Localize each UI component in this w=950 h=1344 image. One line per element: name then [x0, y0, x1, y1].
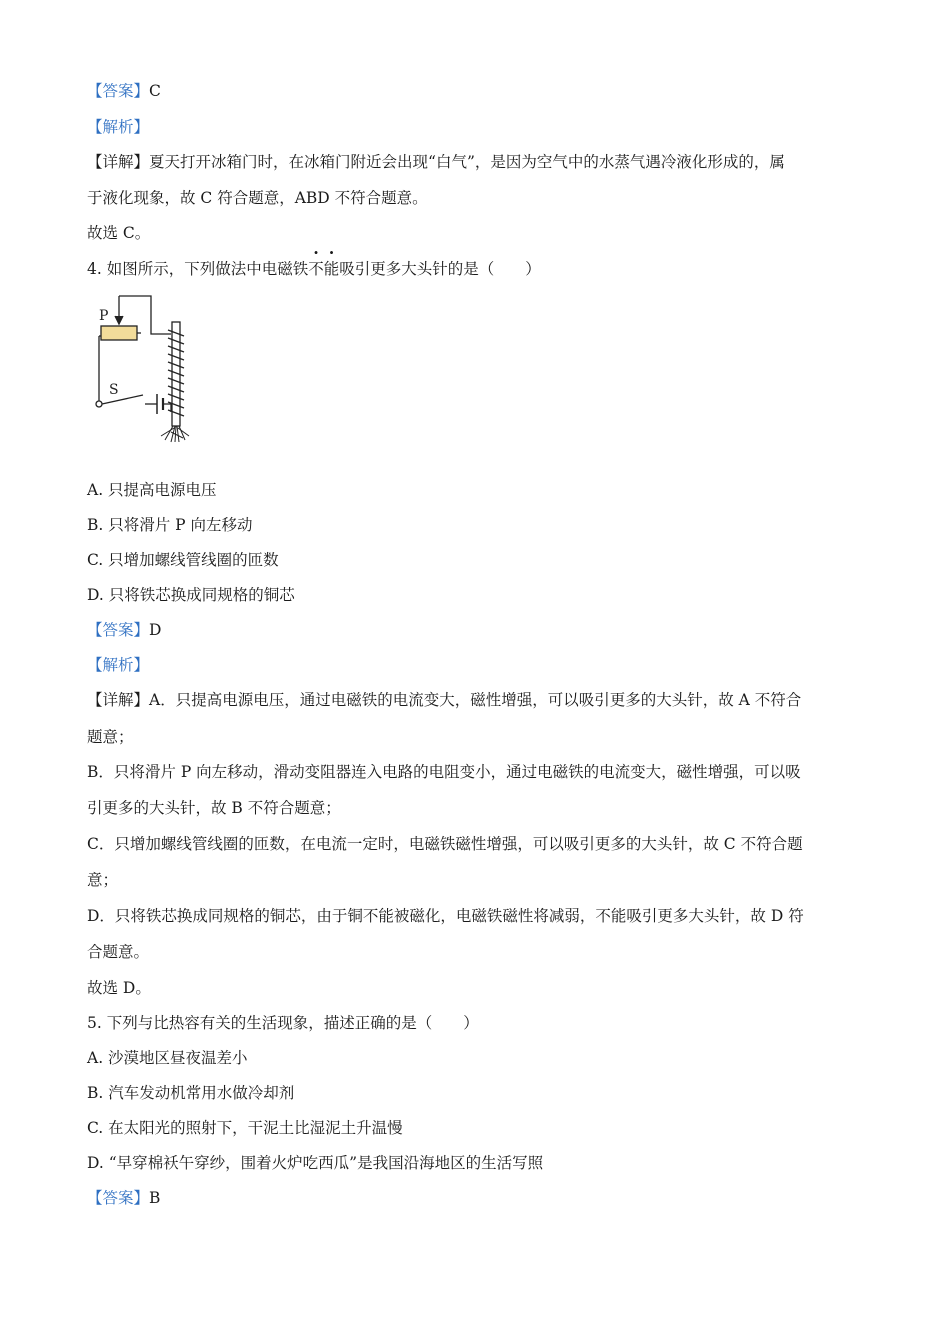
detail-tag: 【详解】 — [87, 153, 150, 171]
analysis-tag: 【解析】 — [87, 656, 150, 674]
q4-detail-a-line-1 — [87, 689, 801, 711]
analysis-tag: 【解析】 — [87, 118, 150, 136]
rheostat-label: P — [99, 308, 109, 324]
q5-option-d: D. “早穿棉袄午穿纱，围着火炉吃西瓜”是我国沿海地区的生活写照 — [87, 1154, 544, 1172]
q4-detail-a-line-2: 题意； — [87, 728, 134, 746]
q4-option-a: A. 只提高电源电压 — [87, 481, 217, 499]
q4-stem — [87, 258, 541, 280]
q3-conclusion: 故选 C。 — [87, 224, 151, 242]
electromagnet-circuit-diagram — [87, 292, 197, 444]
q3-analysis-tag — [87, 116, 149, 138]
pins — [161, 426, 189, 442]
q4-answer — [87, 619, 161, 641]
answer-tag: 【答案】 — [87, 82, 150, 100]
answer-tag: 【答案】 — [87, 1189, 150, 1207]
q4-detail-d-line-1: D．只将铁芯换成同规格的铜芯，由于铜不能被磁化，电磁铁磁性将减弱，不能吸引更多大头针，故 D 符 — [87, 907, 804, 925]
rheostat — [101, 326, 137, 340]
switch-pivot — [96, 401, 102, 407]
emphasis-char: 不 — [308, 260, 324, 278]
q5-option-b: B. 汽车发动机常用水做冷却剂 — [87, 1084, 295, 1102]
q3-answer — [87, 80, 161, 102]
q5-stem: 5. 下列与比热容有关的生活现象，描述正确的是（ ） — [87, 1014, 479, 1032]
stem-text: 吸引更多大头针的是（ ） — [339, 260, 541, 278]
answer-value: C — [149, 82, 161, 100]
q4-detail-c-line-1: C．只增加螺线管线圈的匝数，在电流一定时，电磁铁磁性增强，可以吸引更多的大头针，故 C 不符合题 — [87, 835, 803, 853]
switch-label: S — [109, 382, 119, 398]
q4-conclusion: 故选 D。 — [87, 979, 151, 997]
q4-analysis-tag — [87, 654, 149, 676]
answer-value: D — [149, 621, 162, 639]
q4-detail-d-line-2: 合题意。 — [87, 943, 150, 961]
q5-option-c: C. 在太阳光的照射下，干泥土比湿泥土升温慢 — [87, 1119, 403, 1137]
q3-detail-line-2: 于液化现象，故 C 符合题意，ABD 不符合题意。 — [87, 189, 428, 207]
detail-text: A．只提高电源电压，通过电磁铁的电流变大，磁性增强，可以吸引更多的大头针，故 A 不符合 — [149, 691, 802, 709]
q3-detail-line-1 — [87, 151, 785, 173]
detail-tag: 【详解】 — [87, 691, 150, 709]
answer-value: B — [149, 1189, 161, 1207]
q5-option-a: A. 沙漠地区昼夜温差小 — [87, 1049, 248, 1067]
q4-option-c: C. 只增加螺线管线圈的匝数 — [87, 551, 279, 569]
q4-option-b: B. 只将滑片 P 向左移动 — [87, 516, 253, 534]
stem-text: 4. 如图所示，下列做法中电磁铁 — [87, 260, 309, 278]
emphasis-char: 能 — [323, 260, 340, 278]
q4-detail-b-line-2: 引更多的大头针，故 B 不符合题意； — [87, 799, 341, 817]
q5-answer — [87, 1187, 160, 1209]
q4-detail-b-line-1: B．只将滑片 P 向左移动，滑动变阻器连入电路的电阻变小，通过电磁铁的电流变大，磁性增强，可以吸 — [87, 763, 801, 781]
q4-option-d: D. 只将铁芯换成同规格的铜芯 — [87, 586, 295, 604]
q4-detail-c-line-2: 意； — [87, 871, 119, 889]
answer-tag: 【答案】 — [87, 621, 150, 639]
detail-text: 夏天打开冰箱门时，在冰箱门附近会出现“白气”，是因为空气中的水蒸气遇冷液化形成的，属 — [149, 153, 785, 171]
